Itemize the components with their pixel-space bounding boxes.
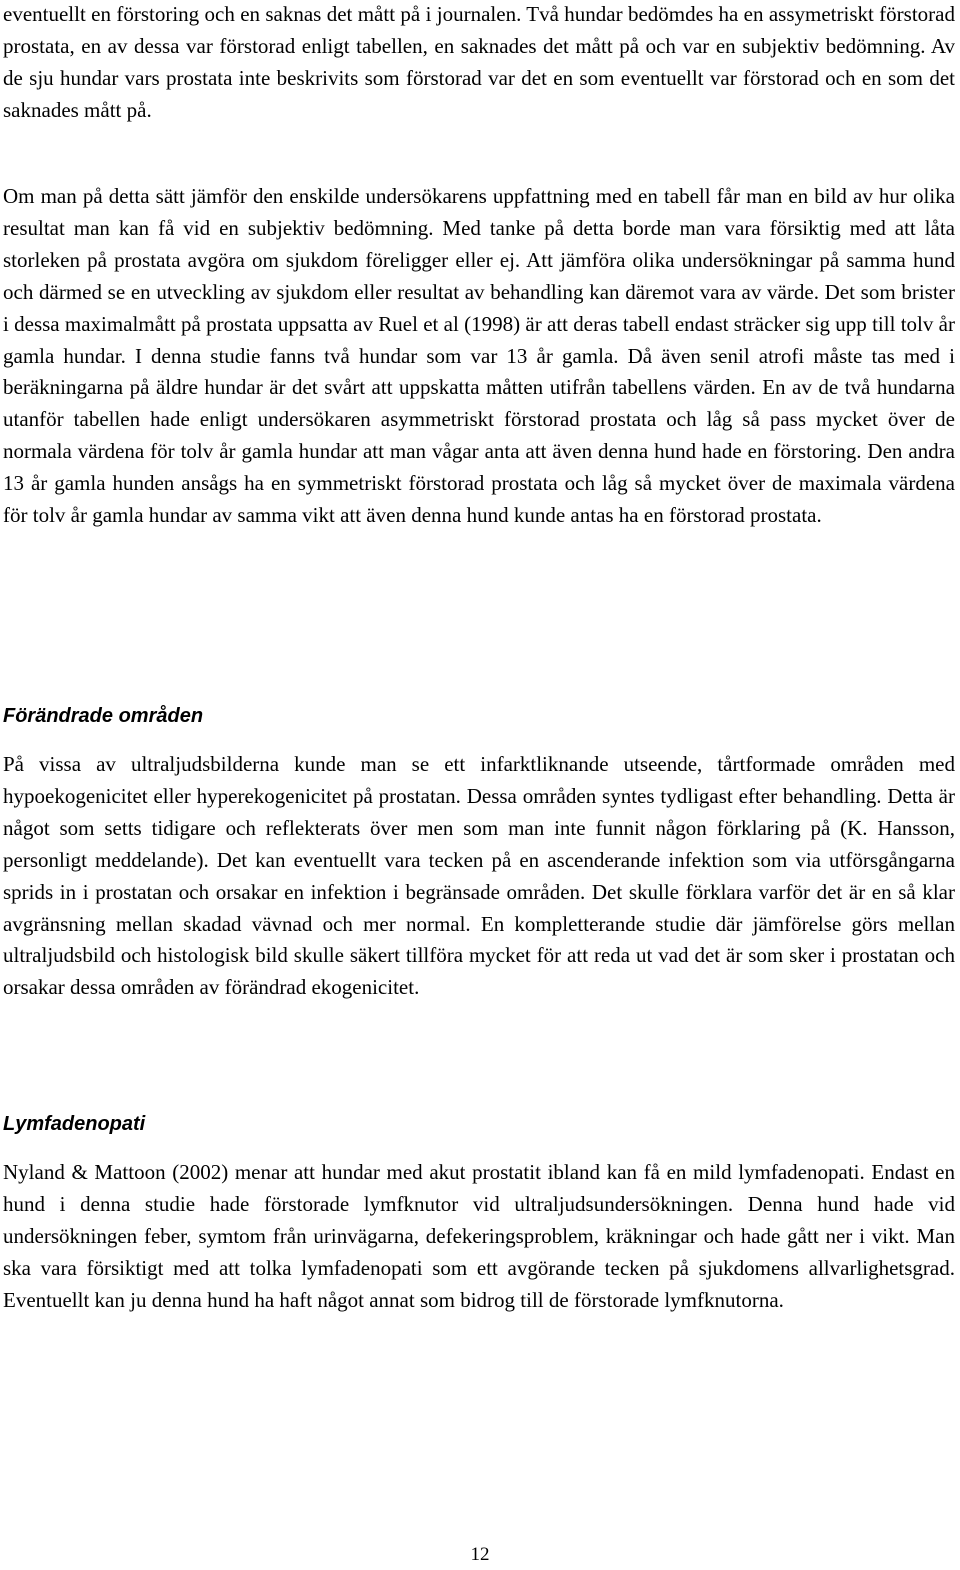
body-paragraph-1: eventuellt en förstoring och en saknas det mått på i journalen. Två hundar bedömdes ha en assymetriskt förstorad prostata, en av dessa var förstorad enligt tabellen, en saknades det mått på och var en subjektiv bedömning. Av de sju hundar vars prostata inte beskrivits som förstorad var det en som eventuellt var förstorad och en som det saknades mått på. — [3, 2, 955, 122]
section-heading-forandrade-omraden: Förändrade områden — [3, 705, 204, 727]
page-number: 12 — [470, 1544, 490, 1565]
section-body-forandrade-omraden: På vissa av ultraljudsbilderna kunde man se ett infarktliknande utseende, tårtformade områden med hypoekogenicitet eller hyperekogenicitet på prostatan. Dessa områden syntes tydligast efter behandling. Detta är något som setts tidigare och reflekterats över men som man inte funnit någon förklaring på (K. Hansson, personligt meddelande). Det kan eventuellt vara tecken på en ascenderande infektion som via utförsgångarna sprids in i prostatan och orsakar en infektion i begränsade områden. Det skulle förklara varför det är en så klar avgränsning mellan skadad vävnad och mer normal. En kompletterande studie där jämförelse görs mellan ultraljudsbild och histologisk bild skulle säkert tillföra mycket för att reda ut vad det är som sker i prostatan och orsakar dessa områden av förändrad ekogenicitet. — [3, 752, 955, 1000]
section-body-lymfadenopati: Nyland & Mattoon (2002) menar att hundar med akut prostatit ibland kan få en mild lymfadenopati. Endast en hund i denna studie hade förstorade lymfknutor vid ultraljudsundersökningen. Denna hund hade vid undersökningen feber, symtom från urinvägarna, defekeringsproblem, kräkningar och hade gått ner i vikt. Man ska vara försiktigt med att tolka lymfadenopati som ett avgörande tecken på sjukdomens allvarlighetsgrad. Eventuellt kan ju denna hund ha haft något annat som bidrog till de förstorade lymfknutorna. — [3, 1160, 955, 1312]
body-paragraph-2: Om man på detta sätt jämför den enskilde undersökarens uppfattning med en tabell får man en bild av hur olika resultat man kan få vid en subjektiv bedömning. Med tanke på detta borde man vara försiktig med att låta storleken på prostata avgöra om sjukdom föreligger eller ej. Att jämföra olika undersökningar på samma hund och därmed se en utveckling av sjukdom eller resultat av behandling kan däremot vara av värde. Det som brister i dessa maximalmått på prostata uppsatta av Ruel et al (1998) är att deras tabell endast sträcker sig upp till tolv år gamla hundar. I denna studie fanns två hundar som var 13 år gamla. Då även senil atrofi måste tas med i beräkningarna på äldre hundar är det svårt att uppskatta måtten utifrån tabellens värden. En av de två hundarna utanför tabellen hade enligt undersökaren asymmetriskt förstorad prostata och låg så pass mycket över de normala värdena för tolv år gamla hundar att man vågar anta att även denna hund hade en förstoring. Den andra 13 år gamla hunden ansågs ha en symmetriskt förstorad prostata och låg så mycket över de maximala värdena för tolv år gamla hundar av samma vikt att även denna hund kunde antas ha en förstorad prostata. — [3, 184, 955, 528]
section-heading-lymfadenopati: Lymfadenopati — [3, 1113, 146, 1135]
